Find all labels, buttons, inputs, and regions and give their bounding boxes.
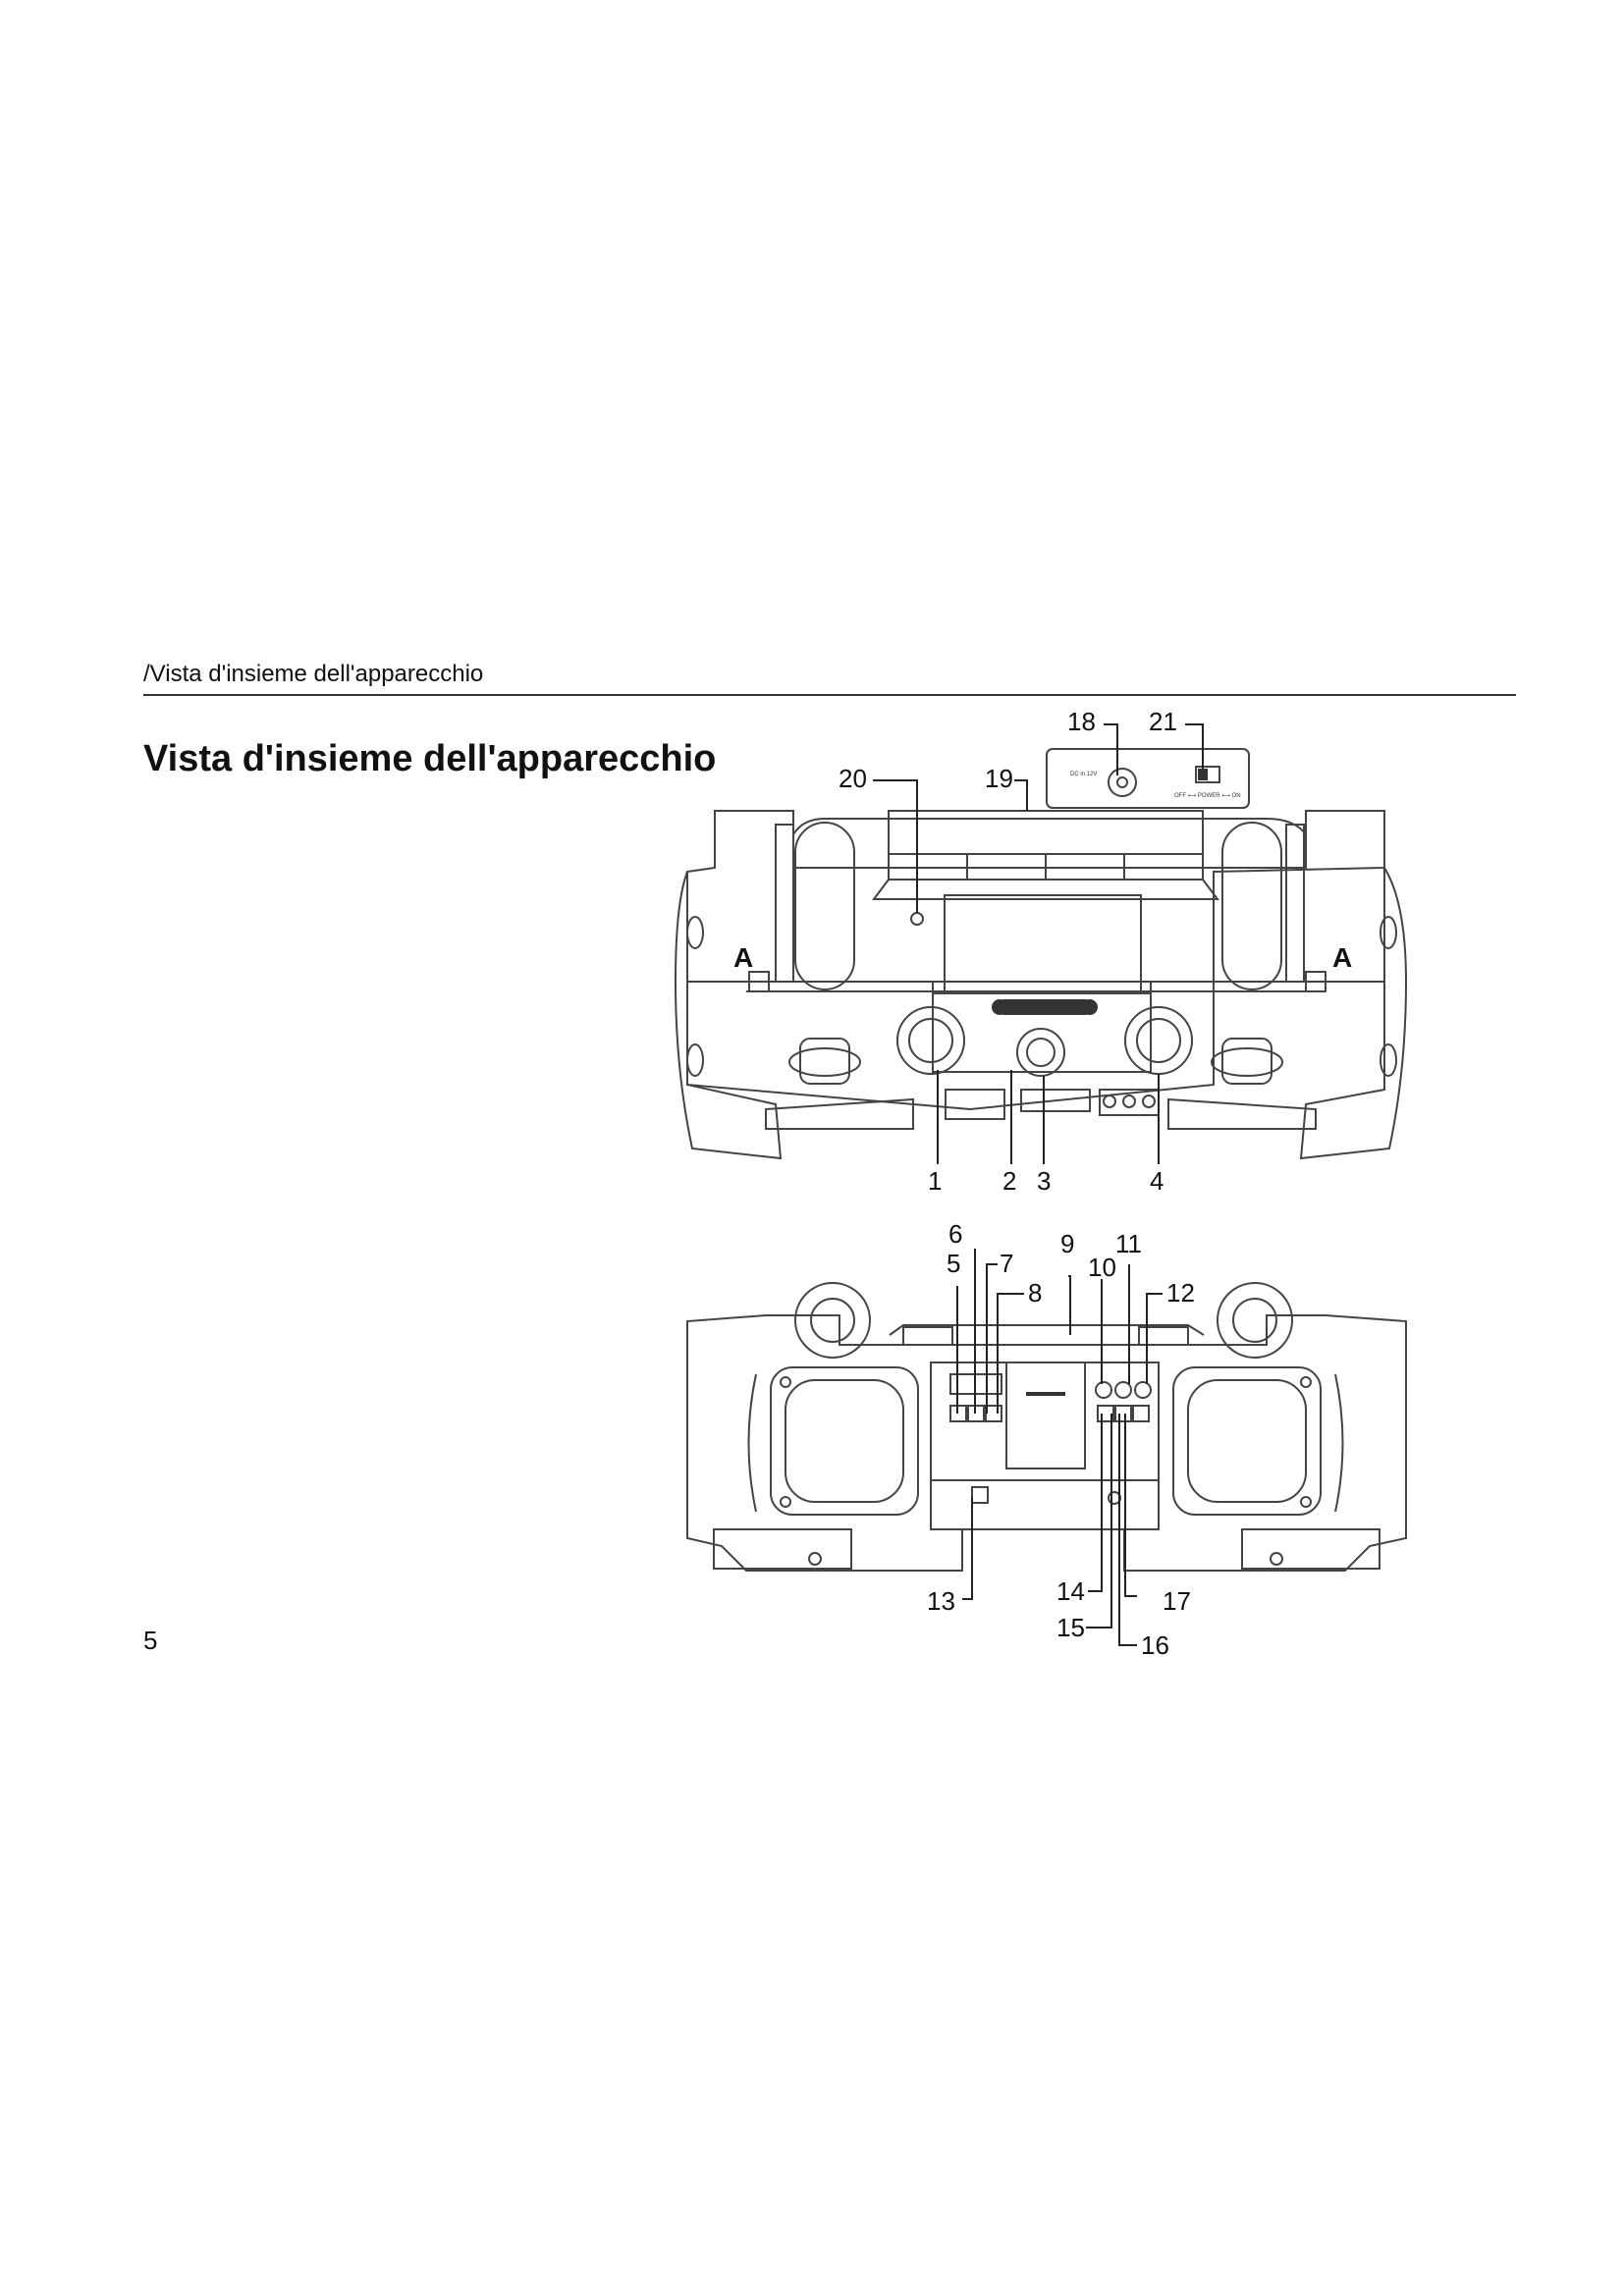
- callout-11: 11: [1115, 1229, 1142, 1258]
- callout-20: 20: [839, 764, 867, 793]
- callout-17: 17: [1163, 1586, 1191, 1616]
- callout-1: 1: [928, 1166, 943, 1196]
- callout-16: 16: [1141, 1630, 1169, 1660]
- callout-13: 13: [927, 1586, 955, 1616]
- rear-panel-inset: [1047, 749, 1249, 808]
- callout-18: 18: [1067, 707, 1096, 736]
- running-header: /Vista d'insieme dell'apparecchio: [143, 661, 484, 687]
- front-view-drawing: [676, 749, 1406, 1158]
- callout-10: 10: [1088, 1253, 1116, 1282]
- callout-14: 14: [1056, 1576, 1085, 1606]
- top-view-drawing: [687, 1283, 1406, 1571]
- page-number: 5: [143, 1626, 158, 1655]
- callout-2: 2: [1002, 1166, 1017, 1196]
- page-title: Vista d'insieme dell'apparecchio: [143, 738, 717, 779]
- callout-9: 9: [1060, 1229, 1075, 1258]
- callout-8: 8: [1028, 1278, 1043, 1308]
- callout-7: 7: [1000, 1249, 1014, 1278]
- callout-4: 4: [1150, 1166, 1164, 1196]
- callout-3: 3: [1037, 1166, 1052, 1196]
- power-switch-label: OFF ⟷ POWER ⟷ ON: [1174, 793, 1241, 799]
- side-mark-left: A: [733, 942, 754, 973]
- callout-21: 21: [1149, 707, 1177, 736]
- callout-19: 19: [985, 764, 1013, 793]
- callout-5: 5: [947, 1249, 961, 1278]
- side-mark-right: A: [1332, 942, 1353, 973]
- callout-6: 6: [948, 1219, 963, 1249]
- callout-12: 12: [1166, 1278, 1195, 1308]
- callout-15: 15: [1056, 1613, 1085, 1642]
- dc-in-label: DC in 12V: [1070, 772, 1098, 777]
